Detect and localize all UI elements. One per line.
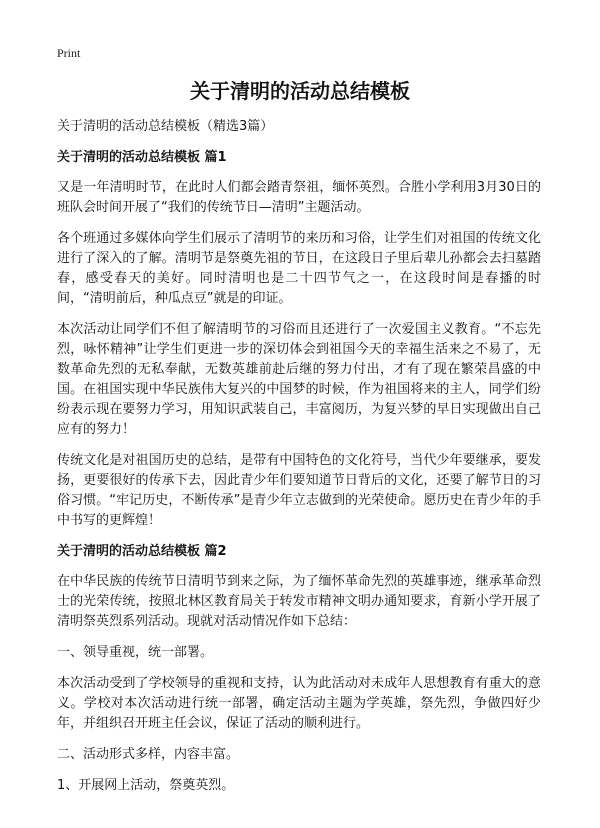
document-body — [57, 117, 541, 807]
paragraph: 本次活动让同学们不但了解清明节的习俗而且还进行了一次爱国主义教育。“不忘先烈，咏怀精神”让学生们更进一步的深切体会到祖国今天的幸福生活来之不易了，无数革命先烈的无私奉献，无数英雄前赴后继的努力付出，才有了现在繁荣昌盛的中国。在祖国实现中华民族伟大复兴的中国梦的时候，作为祖国将来的主人，同学们纷纷表示现在要努力学习，用知识武装自己，丰富阅历，为复兴梦的早日实现做出自己应有的努力！ — [57, 322, 541, 437]
section-1 — [57, 148, 541, 531]
print-link[interactable]: Print — [57, 46, 81, 60]
paragraph: 又是一年清明时节，在此时人们都会踏青祭祖，缅怀英烈。合胜小学利用3月30日的班队会时间开展了“我们的传统节日—清明”主题活动。 — [57, 180, 541, 215]
paragraph: 传统文化是对祖国历史的总结，是带有中国特色的文化符号，当代少年要继承，要发扬，更要很好的传承下去，因此青少年们要知道节日背后的文化，还要了解节日的习俗习惯。“牢记历史，不断传承”是青少年立志做到的光荣使命。愿历史在青少年的手中书写的更辉煌！ — [57, 453, 541, 528]
paragraph: 二、活动形式多样，内容丰富。 — [57, 747, 240, 762]
document-title: 关于清明的活动总结模板 — [190, 79, 410, 103]
paragraph: 一、领导重视，统一部署。 — [57, 645, 214, 660]
section-heading: 关于清明的活动总结模板 篇2 — [57, 544, 227, 559]
paragraph: 各个班通过多媒体向学生们展示了清明节的来历和习俗，让学生们对祖国的传统文化进行了深入的了解。清明节是祭奠先祖的节日，在这段日子里后辈儿孙都会去扫墓踏春，感受春天的美好。同时清明也是二十四节气之一，在这段时间是春播的时间，“清明前后，种瓜点豆”就是的印证。 — [57, 231, 541, 306]
paragraph: 1、开展网上活动，祭奠英烈。 — [57, 778, 235, 793]
section-2 — [57, 542, 541, 796]
paragraph: 本次活动受到了学校领导的重视和支持，认为此活动对未成年人思想教育有重大的意义。学校对本次活动进行统一部署，确定活动主题为学英雄，祭先烈，争做四好少年，并组织召开班主任会议，保证了活动的顺利进行。 — [57, 676, 541, 731]
paragraph: 在中华民族的传统节日清明节到来之际，为了缅怀革命先烈的英雄事迹，继承革命烈士的光荣传统，按照北林区教育局关于转发市精神文明办通知要求，育新小学开展了清明祭英烈系列活动。现就对活动情况作如下总结： — [57, 574, 541, 629]
document-subtitle: 关于清明的活动总结模板（精选3篇） — [57, 119, 274, 134]
section-heading: 关于清明的活动总结模板 篇1 — [57, 150, 227, 165]
